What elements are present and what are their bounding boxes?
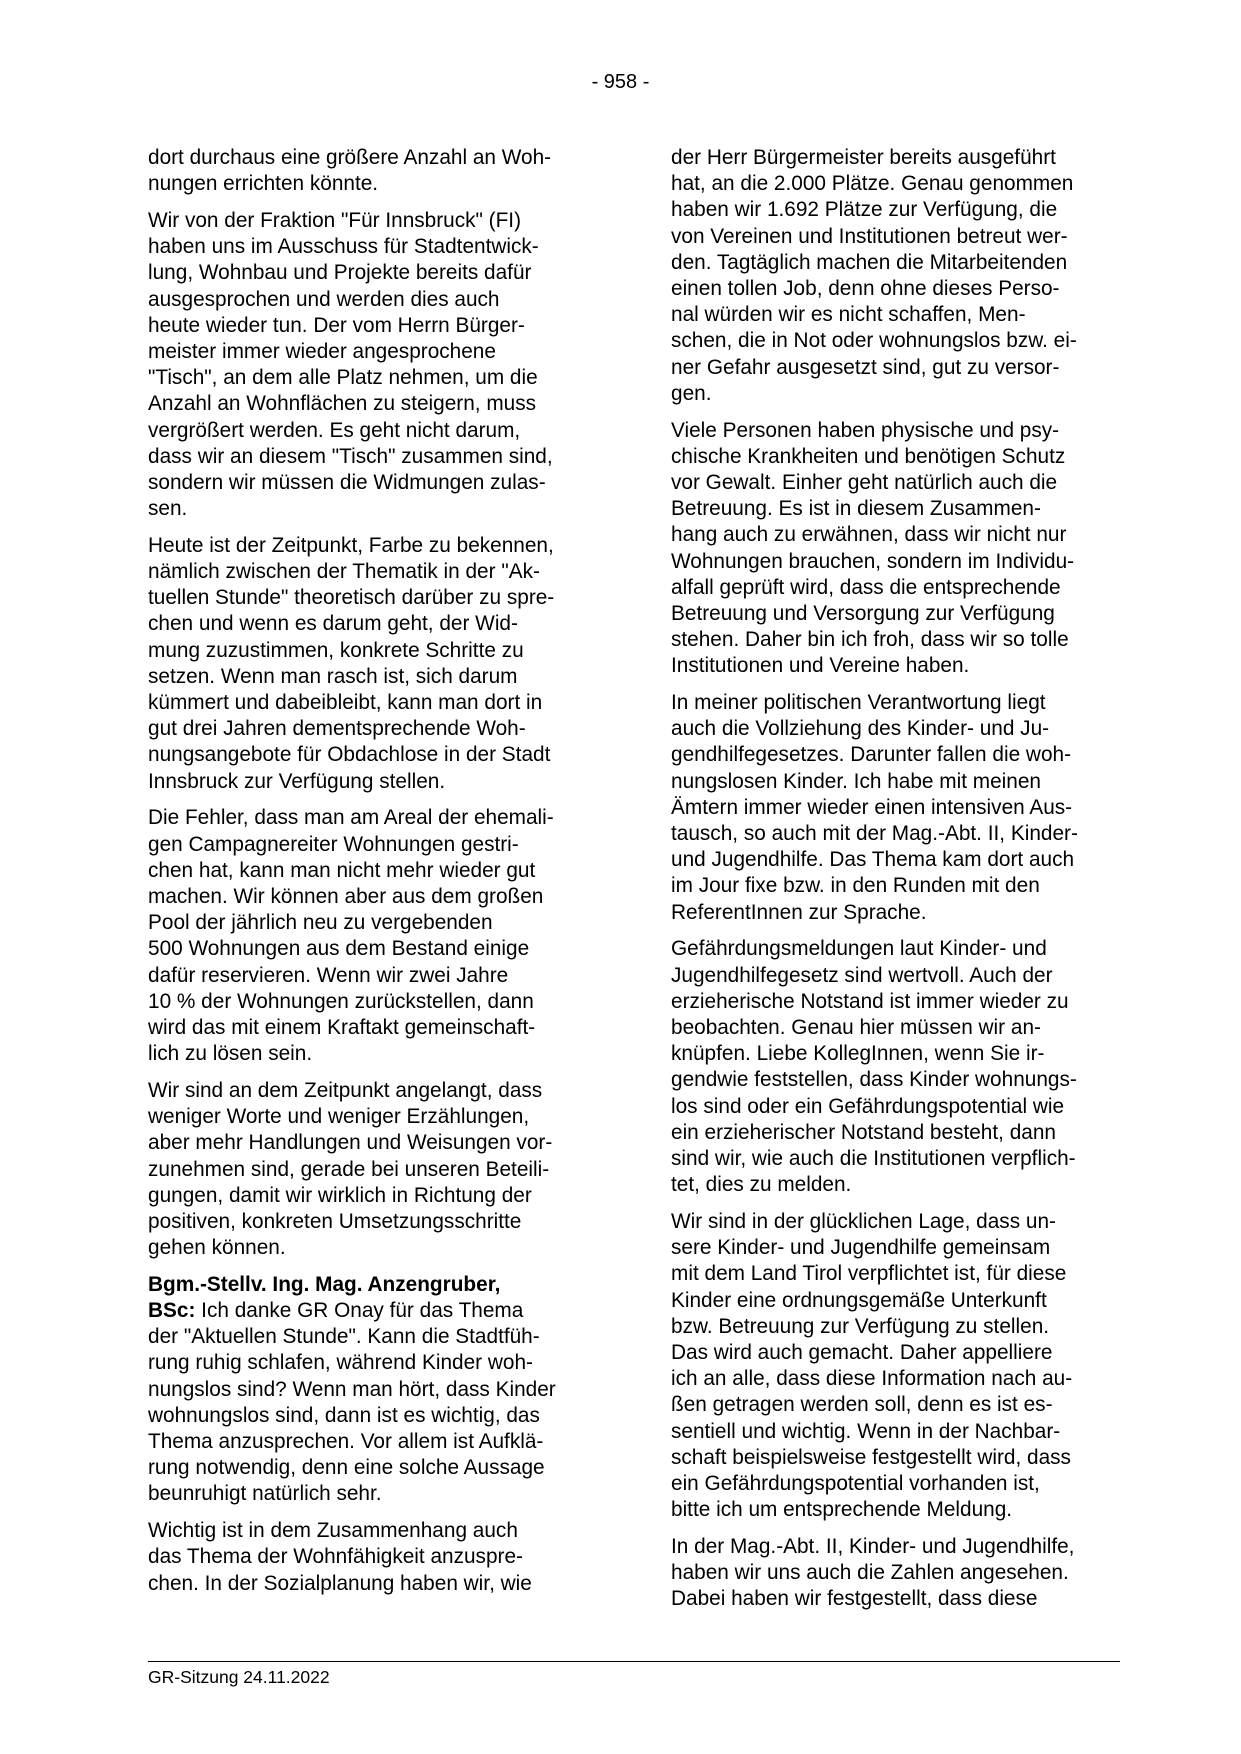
right-paragraph-2: Viele Personen haben physische und psy- chische Krankheiten und benötigen Schutz vor Gewalt. Einher geht natürlich auch die Betreuung. Es ist in diesem Zusammen- hang auch zu erwähnen, dass wir nicht nur Wohnungen brauchen, sondern im Individu- alfall geprüft wird, dass die entsprechende Betreuung und Versorgung zur Verfügung stehen. Daher bin ich froh, dass wir so tolle Institutionen und Vereine haben. <box>671 418 1075 678</box>
right-paragraph-4: Gefährdungsmeldungen laut Kinder- und Jugendhilfegesetz sind wertvoll. Auch der erzieherische Notstand ist immer wieder zu beobachten. Genau hier müssen wir an- knüpfen. Liebe KollegInnen, wenn Sie ir- gendwie feststellen, dass Kinder wohnungs- los sind oder ein Gefährdungspotential wie ein erzieherischer Notstand besteht, dann sind wir, wie auch die Institutionen verpflich- tet, dies zu melden. <box>671 937 1077 1197</box>
left-paragraph-3: Heute ist der Zeitpunkt, Farbe zu bekennen, nämlich zwischen der Thematik in der "Ak- tuellen Stunde" theoretisch darüber zu spre- chen und wenn es darum geht, der Wid- mung zuzustimmen, konkrete Schritte zu setzen. Wenn man rasch ist, sich darum kümmert und dabeibleibt, kann man dort in gut drei Jahren dementsprechende Woh- nungsangebote für Obdachlose in der Stadt Innsbruck zur Verfügung stellen. <box>148 533 555 793</box>
right-paragraph-6: In der Mag.-Abt. II, Kinder- und Jugendhilfe, haben wir uns auch die Zahlen angesehen. Dabei haben wir festgestellt, dass diese <box>671 1534 1075 1611</box>
right-column <box>671 145 1120 1623</box>
page-number: - 958 - <box>591 71 650 93</box>
left-paragraph-4: Die Fehler, dass man am Areal der ehemali- gen Campagnereiter Wohnungen gestri- chen hat, kann man nicht mehr wieder gut machen. Wir können aber aus dem großen Pool der jährlich neu zu vergebenden 500 Wohnungen aus dem Bestand einige dafür reservieren. Wenn wir zwei Jahre 10 % der Wohnungen zurückstellen, dann wird das mit einem Kraftakt gemeinschaft- lich zu lösen sein. <box>148 806 554 1066</box>
footer-divider <box>148 1661 1120 1662</box>
left-paragraph-2: Wir von der Fraktion "Für Innsbruck" (FI) haben uns im Ausschuss für Stadtentwick- lung, Wohnbau und Projekte bereits dafür ausgesprochen und werden dies auch heute wieder tun. Der vom Herrn Bürger- meister immer wieder angesprochene "Tisch", an dem alle Platz nehmen, um die Anzahl an Wohnflächen zu steigern, muss vergrößert werden. Es geht nicht darum, dass wir an diesem "Tisch" zusammen sind, sondern wir müssen die Widmungen zulas- sen. <box>148 208 553 521</box>
left-paragraph-1: dort durchaus eine größere Anzahl an Woh- nungen errichten könnte. <box>148 146 552 196</box>
speaker-statement: Ich danke GR Onay für das Thema der "Aktuellen Stunde". Kann die Stadtfüh- rung ruhig schlafen, während Kinder woh- nungslos sind? Wenn man hört, dass Kinder wohnungslos sind, dann ist es wichtig, das Thema anzusprechen. Vor allem ist Aufklä- rung notwendig, denn eine solche Aussage beunruhigt natürlich sehr. <box>148 1299 556 1506</box>
speaker-paragraph <box>148 1272 597 1508</box>
footer-session-date: GR-Sitzung 24.11.2022 <box>148 1667 330 1687</box>
right-paragraph-1: der Herr Bürgermeister bereits ausgeführt hat, an die 2.000 Plätze. Genau genommen haben wir 1.692 Plätze zur Verfügung, die von Vereinen und Institutionen betreut wer- den. Tagtäglich machen die Mitarbeitenden einen tollen Job, denn ohne dieses Perso- nal würden wir es nicht schaffen, Men- schen, die in Not oder wohnungslos bzw. ei- ner Gefahr ausgesetzt sind, gut zu versor- gen. <box>671 146 1077 405</box>
speaker-name: Bgm.-Stellv. Ing. Mag. Anzengruber, BSc: <box>148 1272 501 1323</box>
left-paragraph-5: Wir sind an dem Zeitpunkt angelangt, dass weniger Worte und weniger Erzählungen, aber mehr Handlungen und Weisungen vor- zunehmen sind, gerade bei unseren Beteili- gungen, damit wir wirklich in Richtung der positiven, konkreten Umsetzungsschritte gehen können. <box>148 1078 553 1260</box>
left-paragraph-7: Wichtig ist in dem Zusammenhang auch das Thema der Wohnfähigkeit anzuspre- chen. In der Sozialplanung haben wir, wie <box>148 1519 532 1595</box>
left-column <box>148 145 597 1607</box>
right-paragraph-3: In meiner politischen Verantwortung liegt auch die Vollziehung des Kinder- und Ju- gendhilfegesetzes. Darunter fallen die woh- nungslosen Kinder. Ich habe mit meinen Ämtern immer wieder einen intensiven Aus- tausch, so auch mit der Mag.-Abt. II, Kinder- und Jugendhilfe. Das Thema kam dort auch im Jour fixe bzw. in den Runden mit den ReferentInnen zur Sprache. <box>671 691 1078 924</box>
right-paragraph-5: Wir sind in der glücklichen Lage, dass un- sere Kinder- und Jugendhilfe gemeinsam mit dem Land Tirol verpflichtet ist, für diese Kinder eine ordnungsgemäße Unterkunft bzw. Betreuung zur Verfügung zu stellen. Das wird auch gemacht. Daher appelliere ich an alle, dass diese Information nach au- ßen getragen werden soll, denn es ist es- sentiell und wichtig. Wenn in der Nachbar- schaft beispielsweise festgestellt wird, dass ein Gefährdungspotential vorhanden ist, bitte ich um entsprechende Meldung. <box>671 1209 1073 1522</box>
